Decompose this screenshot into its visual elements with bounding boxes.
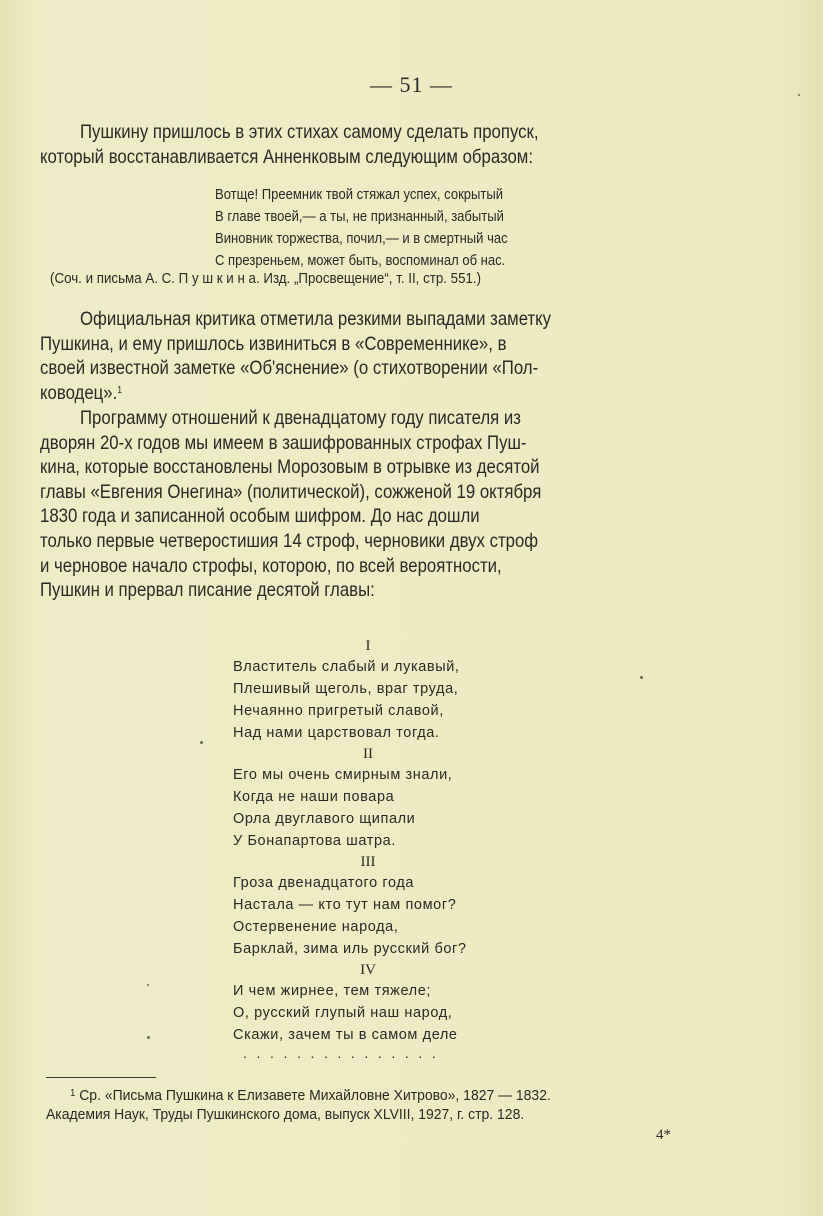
stanza-number: III <box>360 854 376 870</box>
paper-speck <box>200 741 203 744</box>
text-line: Пушкина, и ему пришлось извиниться в «Современнике», в <box>40 332 507 355</box>
poem-stanzas <box>233 636 503 1046</box>
page-number: — 51 — <box>370 72 453 97</box>
footnote-marker: 1 <box>70 1088 76 1099</box>
text-line: ководец».$^1$ <box>40 381 123 404</box>
stanza-number: IV <box>360 962 376 978</box>
citation: (Соч. и письма А. С. П у ш к и н а. Изд. „Просвещение“, т. II, стр. 551.) <box>50 271 482 287</box>
verse-line: Остервенение народа, <box>233 919 399 935</box>
verse-line: Орла двуглавого щипали <box>233 811 416 827</box>
stanza-number: I <box>365 638 371 654</box>
text-line: дворян 20-х годов мы имеем в зашифрованных строфах Пуш- <box>40 431 527 454</box>
footnote-line: $^1$ Ср. «Письма Пушкина к Елизавете Михайловне Хитрово», 1827 — 1832. <box>70 1087 551 1104</box>
footnote <box>46 1086 589 1124</box>
stanza-1 <box>233 636 503 744</box>
text-line: который восстанавливается Анненковым следующим образом: <box>40 145 533 168</box>
stanza-3 <box>233 852 503 960</box>
verse-line: Нечаянно пригретый славой, <box>233 703 444 719</box>
stanza-2 <box>233 744 503 852</box>
verse-line: Над нами царствовал тогда. <box>233 725 440 741</box>
verse-line: В главе твоей,— а ты, не признанный, забытый <box>215 209 504 225</box>
verse-line: О, русский глупый наш народ, <box>233 1005 453 1021</box>
verse-line: У Бонапартова шатра. <box>233 833 396 849</box>
quoted-verse <box>215 184 540 272</box>
text-line: Официальная критика отметила резкими выпадами заметку <box>80 308 552 330</box>
text-line: и черновое начало строфы, которою, по всей вероятности, <box>40 554 502 577</box>
verse-line: Настала — кто тут нам помог? <box>233 897 457 913</box>
signature-mark: 4* <box>656 1127 671 1143</box>
text-line: Пушкин и прервал писание десятой главы: <box>40 579 375 602</box>
footnote-reference[interactable]: 1 <box>117 384 123 396</box>
footnote-line: Академия Наук, Труды Пушкинского дома, выпуск XLVIII, 1927, г. стр. 128. <box>46 1106 525 1123</box>
paragraph-2 <box>40 307 712 405</box>
paper-speck <box>640 676 643 679</box>
verse-line: Вотще! Преемник твой стяжал успех, сокрытый <box>215 187 504 203</box>
paper-speck <box>147 1036 150 1039</box>
ellipsis-dots: ............... <box>243 1045 446 1061</box>
text-line: Программу отношений к двенадцатому году писателя из <box>80 407 521 429</box>
paragraph-3 <box>40 406 712 603</box>
text-line: кина, которые восстановлены Морозовым в отрывке из десятой <box>40 456 540 479</box>
paper-speck <box>147 984 149 986</box>
verse-line: И чем жирнее, тем тяжеле; <box>233 983 431 999</box>
verse-line: Виновник торжества, почил,— и в смертный час <box>215 231 508 247</box>
verse-line: Скажи, зачем ты в самом деле <box>233 1027 458 1043</box>
verse-line: Властитель слабый и лукавый, <box>233 659 460 675</box>
verse-line: Гроза двенадцатого года <box>233 875 415 891</box>
verse-line: Его мы очень смирным знали, <box>233 767 453 783</box>
verse-line: Когда не наши повара <box>233 789 395 805</box>
footnote-divider <box>46 1077 156 1078</box>
paragraph-1 <box>40 120 712 169</box>
verse-line: Плешивый щеголь, враг труда, <box>233 681 459 697</box>
text-line: 1830 года и записанной особым шифром. До нас дошли <box>40 505 480 528</box>
text-line: главы «Евгения Онегина» (политической), сожженой 19 октября <box>40 480 542 503</box>
text-line: Пушкину пришлось в этих стихах самому сделать пропуск, <box>80 121 539 143</box>
verse-line: Барклай, зима иль русский бог? <box>233 941 467 957</box>
verse-line: С презреньем, может быть, воспоминал об нас. <box>215 253 506 269</box>
stanza-4 <box>233 960 503 1046</box>
text-line: только первые четверостишия 14 строф, черновики двух строф <box>40 529 539 552</box>
text-line: своей известной заметке «Об'яснение» (о стихотворении «Пол- <box>40 357 539 380</box>
paper-speck <box>798 94 800 96</box>
stanza-number: II <box>363 746 373 762</box>
